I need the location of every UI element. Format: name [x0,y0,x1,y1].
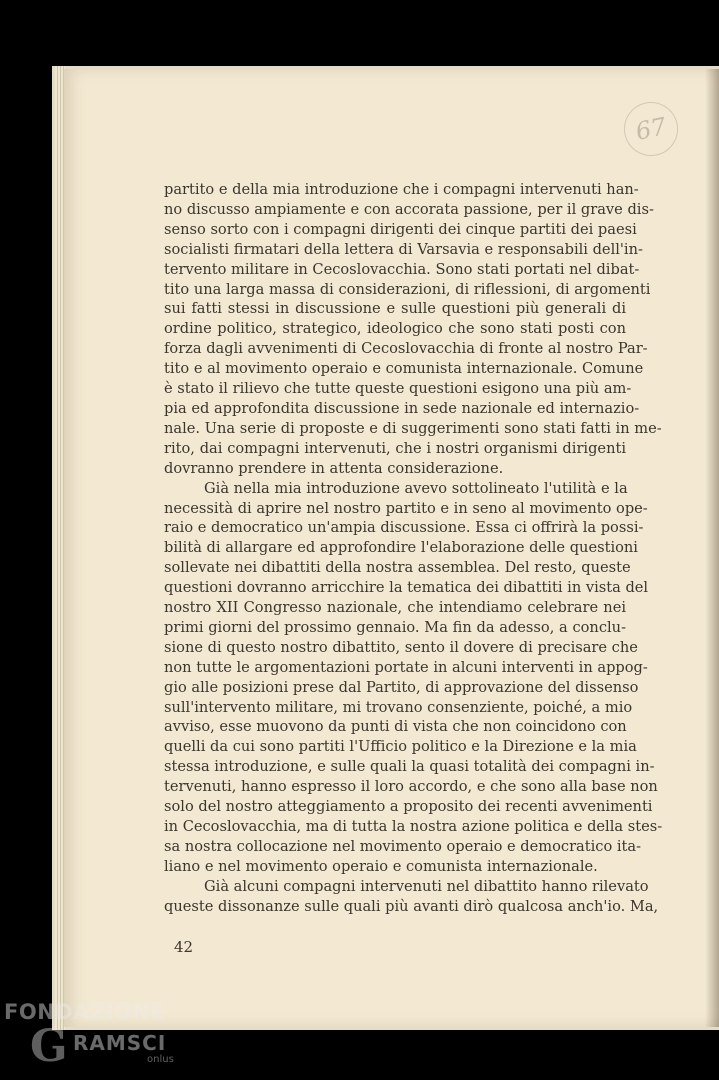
text-line: primi giorni del prossimo gennaio. Ma fin da adesso, a conclu- [164,618,626,636]
text-line: in Cecoslovacchia, ma di tutta la nostra azione politica e della stes- [164,818,663,835]
text-line: senso sorto con i compagni dirigenti dei cinque partiti dei paesi [164,220,637,238]
text-line: ordine politico, strategico, ideologico che sono stati posti con [164,320,626,338]
paragraph [164,877,659,917]
text-line: tervento militare in Cecoslovacchia. Sono stati portati nel dibat- [164,260,640,278]
text-line: stessa introduzione, e sulle quali la quasi totalità dei compagni in- [164,758,655,776]
text-line: gio alle posizioni prese dal Partito, di approvazione del dissenso [164,678,639,696]
watermark-onlus: onlus [147,1054,174,1065]
paragraph [164,180,662,479]
text-line: quelli da cui sono partiti l'Ufficio politico e la Direzione e la mia [164,738,637,756]
text-line: queste dissonanze sulle quali più avanti dirò qualcosa anch'io. Ma, [164,897,659,915]
text-line: raio e democratico un'ampia discussione. Essa ci offrirà la possi- [164,519,644,537]
text-line: socialisti firmatari della lettera di Varsavia e responsabili dell'in- [164,240,643,258]
text-line: partito e della mia introduzione che i compagni intervenuti han- [164,181,639,198]
text-line: sa nostra collocazione nel movimento operaio e democratico ita- [164,837,642,855]
text-line: pia ed approfondita discussione in sede nazionale ed internazio- [164,399,640,417]
text-line: solo del nostro atteggiamento a proposito dei recenti avvenimenti [164,798,653,816]
text-line: sull'intervento militare, mi trovano consenziente, poiché, a mio [164,698,633,716]
book-page [64,69,719,1027]
text-line: dovranno prendere in attenta considerazione. [164,459,504,477]
watermark-line2: RAMSCI [73,1031,167,1055]
folio-stamp: 67 [619,97,683,161]
watermark-g-letter: G [30,1021,68,1072]
text-line: tito una larga massa di considerazioni, di riflessioni, di argomenti [164,280,651,298]
text-line: tervenuti, hanno espresso il loro accordo, e che sono alla base non [164,778,658,796]
text-line: avviso, esse muovono da punti di vista che non coincidono con [164,718,627,736]
text-line: liano e nel movimento operaio e comunista internazionale. [164,857,598,875]
text-line: non tutte le argomentazioni portate in alcuni interventi in appog- [164,658,648,676]
text-line: Già alcuni compagni intervenuti nel dibattito hanno rilevato [204,877,649,895]
text-line: Già nella mia introduzione avevo sottolineato l'utilità e la [204,479,628,497]
watermark-line1: FONDAZIONE [4,1000,166,1024]
text-line: nostro XII Congresso nazionale, che intendiamo celebrare nei [164,599,626,617]
text-line: sollevate nei dibattiti della nostra assemblea. Del resto, queste [164,559,631,577]
page-number: 42 [174,938,194,956]
text-line: forza dagli avvenimenti di Cecoslovacchia di fronte al nostro Par- [164,340,648,358]
body-text [164,180,663,917]
text-line: nale. Una serie di proposte e di suggerimenti sono stati fatti in me- [164,419,662,437]
text-line: questioni dovranno arricchire la tematica dei dibattiti in vista del [164,579,649,597]
page-gutter-shadow [705,69,719,1027]
text-line: è stato il rilievo che tutte queste questioni esigono una più am- [164,380,632,398]
text-line: necessità di aprire nel nostro partito e in seno al movimento ope- [164,499,648,517]
text-line: tito e al movimento operaio e comunista internazionale. Comune [164,360,644,378]
text-line: no discusso ampiamente e con accorata passione, per il grave dis- [164,200,654,218]
paragraph [164,479,663,877]
text-line: sione di questo nostro dibattito, sento il dovere di precisare che [164,638,638,656]
fondazione-gramsci-watermark [4,1000,214,1078]
text-line: sui fatti stessi in discussione e sulle questioni più generali di [164,300,626,318]
text-line: bilità di allargare ed approfondire l'elaborazione delle questioni [164,539,638,557]
text-line: rito, dai compagni intervenuti, che i nostri organismi dirigenti [164,439,626,457]
